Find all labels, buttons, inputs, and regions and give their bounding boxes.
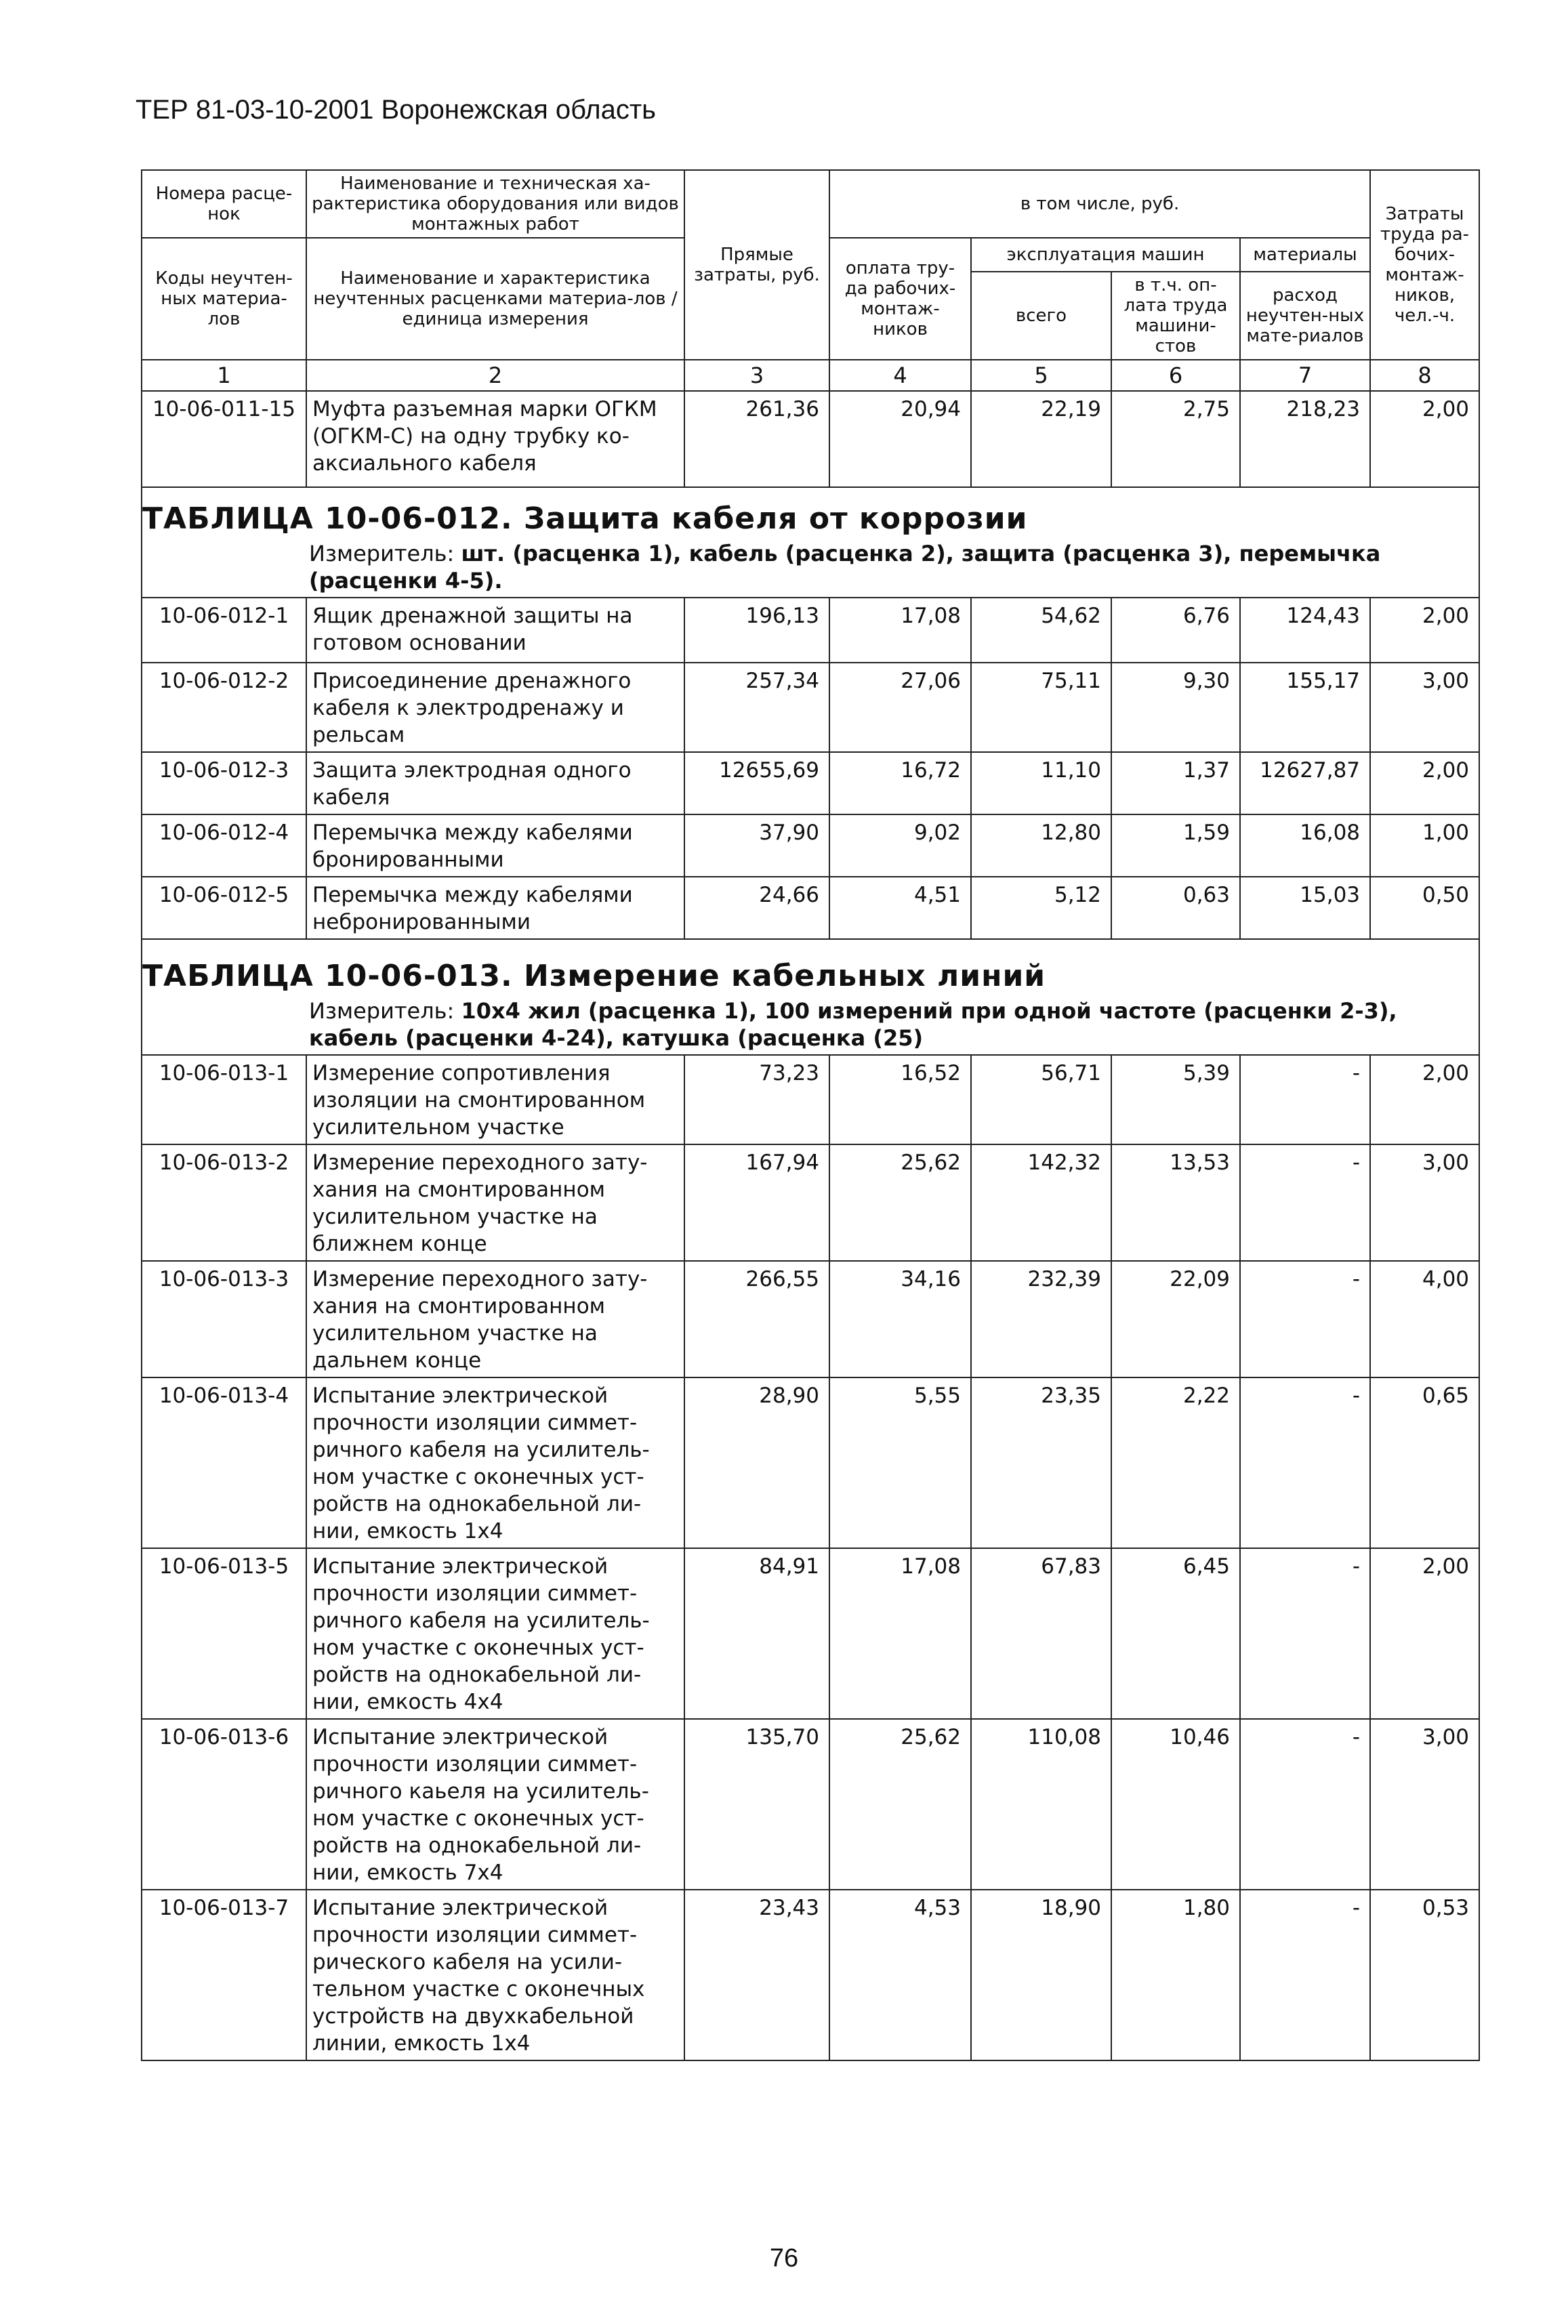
section-header [142, 487, 1479, 536]
machines-wage: 1,59 [1111, 814, 1240, 877]
labor: 2,00 [1370, 598, 1479, 663]
table-row [142, 598, 1479, 663]
materials: 124,43 [1240, 598, 1370, 663]
wage: 5,55 [829, 1377, 971, 1548]
machines-wage: 0,63 [1111, 877, 1240, 939]
table-row [142, 1890, 1479, 2060]
machines-total: 110,08 [971, 1719, 1111, 1890]
rate-code: 10-06-013-7 [142, 1890, 306, 2060]
direct-costs: 37,90 [684, 814, 829, 877]
direct-costs: 167,94 [684, 1144, 829, 1261]
document-header: ТЕР 81-03-10-2001 Воронежская область [136, 95, 657, 125]
section-measure: Измеритель: 10х4 жил (расценка 1), 100 измерений при одной частоте (расценки 2-3), кабель (расценки 4-24), катушка (расценка (25) [309, 998, 1397, 1051]
labor: 3,00 [1370, 1144, 1479, 1261]
page-number: 76 [769, 2244, 799, 2273]
column-number: 3 [684, 360, 829, 391]
machines-wage: 9,30 [1111, 663, 1240, 752]
rate-code: 10-06-012-1 [142, 598, 306, 663]
wage: 17,08 [829, 598, 971, 663]
direct-costs: 261,36 [684, 391, 829, 487]
header-wage: оплата тру-да рабочих-монтаж-ников [829, 238, 971, 360]
wage: 25,62 [829, 1144, 971, 1261]
materials: - [1240, 1261, 1370, 1377]
rate-name: Измерение сопротивления изоляции на смонтированном усилительном участке [306, 1055, 684, 1144]
machines-wage: 13,53 [1111, 1144, 1240, 1261]
rate-code: 10-06-012-2 [142, 663, 306, 752]
machines-wage: 5,39 [1111, 1055, 1240, 1144]
header-materials-unaccounted: расход неучтен-ных мате-риалов [1240, 272, 1370, 360]
wage: 25,62 [829, 1719, 971, 1890]
header-name-bottom: Наименование и характеристика неучтенных расценками материа-лов / единица измерения [306, 238, 684, 360]
table-row [142, 1377, 1479, 1548]
direct-costs: 12655,69 [684, 752, 829, 814]
labor: 3,00 [1370, 1719, 1479, 1890]
rate-name: Защита электродная одного кабеля [306, 752, 684, 814]
column-number: 4 [829, 360, 971, 391]
machines-total: 142,32 [971, 1144, 1111, 1261]
column-number: 1 [142, 360, 306, 391]
wage: 16,72 [829, 752, 971, 814]
rates-table [141, 169, 1480, 2061]
wage: 4,53 [829, 1890, 971, 2060]
direct-costs: 196,13 [684, 598, 829, 663]
rate-code: 10-06-013-5 [142, 1548, 306, 1719]
labor: 2,00 [1370, 1548, 1479, 1719]
machines-total: 18,90 [971, 1890, 1111, 2060]
machines-total: 23,35 [971, 1377, 1111, 1548]
table-row [142, 752, 1479, 814]
direct-costs: 257,34 [684, 663, 829, 752]
column-number: 5 [971, 360, 1111, 391]
labor: 0,50 [1370, 877, 1479, 939]
column-number: 6 [1111, 360, 1240, 391]
machines-total: 56,71 [971, 1055, 1111, 1144]
materials: - [1240, 1377, 1370, 1548]
materials: 218,23 [1240, 391, 1370, 487]
machines-wage: 2,75 [1111, 391, 1240, 487]
labor: 3,00 [1370, 663, 1479, 752]
machines-total: 232,39 [971, 1261, 1111, 1377]
section-title: ТАБЛИЦА 10-06-013. Измерение кабельных линий [142, 959, 1046, 993]
machines-total: 67,83 [971, 1548, 1111, 1719]
machines-total: 22,19 [971, 391, 1111, 487]
table-row [142, 391, 1479, 487]
labor: 4,00 [1370, 1261, 1479, 1377]
machines-total: 75,11 [971, 663, 1111, 752]
direct-costs: 28,90 [684, 1377, 829, 1548]
header-codes-bottom: Коды неучтен-ных материа-лов [142, 238, 306, 360]
materials: 15,03 [1240, 877, 1370, 939]
wage: 34,16 [829, 1261, 971, 1377]
table-row [142, 663, 1479, 752]
section-measure: Измеритель: шт. (расценка 1), кабель (расценка 2), защита (расценка 3), перемычка (расценки 4-5). [309, 541, 1381, 594]
rate-code: 10-06-013-1 [142, 1055, 306, 1144]
materials: - [1240, 1719, 1370, 1890]
machines-wage: 10,46 [1111, 1719, 1240, 1890]
machines-wage: 22,09 [1111, 1261, 1240, 1377]
rate-name: Измерение переходного зату-хания на смонтированном усилительном участке на ближнем конце [306, 1144, 684, 1261]
direct-costs: 84,91 [684, 1548, 829, 1719]
table-row [142, 1144, 1479, 1261]
measure-row [142, 993, 1479, 1055]
wage: 20,94 [829, 391, 971, 487]
rate-name: Измерение переходного зату-хания на смонтированном усилительном участке на дальнем конце [306, 1261, 684, 1377]
table-row [142, 1719, 1479, 1890]
rate-code: 10-06-013-4 [142, 1377, 306, 1548]
materials: 155,17 [1240, 663, 1370, 752]
labor: 2,00 [1370, 1055, 1479, 1144]
header-including: в том числе, руб. [829, 170, 1370, 238]
rate-name: Ящик дренажной защиты на готовом основании [306, 598, 684, 663]
table-row [142, 1055, 1479, 1144]
column-number: 2 [306, 360, 684, 391]
materials: - [1240, 1144, 1370, 1261]
table-row [142, 1261, 1479, 1377]
header-machines-total: всего [971, 272, 1111, 360]
machines-wage: 2,22 [1111, 1377, 1240, 1548]
table-row [142, 814, 1479, 877]
machines-total: 54,62 [971, 598, 1111, 663]
header-labor-costs: Затраты труда ра-бочих-монтаж-ников, чел.-ч. [1370, 170, 1479, 360]
direct-costs: 24,66 [684, 877, 829, 939]
labor: 1,00 [1370, 814, 1479, 877]
direct-costs: 73,23 [684, 1055, 829, 1144]
machines-wage: 1,37 [1111, 752, 1240, 814]
machines-wage: 6,45 [1111, 1548, 1240, 1719]
wage: 17,08 [829, 1548, 971, 1719]
rate-code: 10-06-013-2 [142, 1144, 306, 1261]
rate-code: 10-06-013-3 [142, 1261, 306, 1377]
table-row [142, 1548, 1479, 1719]
header-machines: эксплуатация машин [971, 238, 1240, 272]
direct-costs: 135,70 [684, 1719, 829, 1890]
header-codes-top: Номера расце-нок [142, 170, 306, 238]
wage: 4,51 [829, 877, 971, 939]
rate-name: Перемычка между кабелями небронированными [306, 877, 684, 939]
column-number: 7 [1240, 360, 1370, 391]
header-name-top: Наименование и техническая ха-рактеристика оборудования или видов монтажных работ [306, 170, 684, 238]
machines-total: 12,80 [971, 814, 1111, 877]
materials: - [1240, 1890, 1370, 2060]
rate-code: 10-06-012-3 [142, 752, 306, 814]
rate-name: Муфта разъемная марки ОГКМ (ОГКМ-С) на одну трубку ко-аксиального кабеля [306, 391, 684, 487]
materials: 16,08 [1240, 814, 1370, 877]
header-direct-costs: Прямые затраты, руб. [684, 170, 829, 360]
rate-name: Испытание электрической прочности изоляции симмет-рического кабеля на усили-тельном участке с оконечных устройств на двухкабельной линии, емкость 1х4 [306, 1890, 684, 2060]
labor: 0,53 [1370, 1890, 1479, 2060]
table-row [142, 877, 1479, 939]
section-title: ТАБЛИЦА 10-06-012. Защита кабеля от коррозии [142, 501, 1028, 536]
direct-costs: 23,43 [684, 1890, 829, 2060]
rate-name: Испытание электрической прочности изоляции симмет-ричного каьеля на усилитель-ном участке с оконечных уст-ройств на однокабельной ли-нии, емкость 7х4 [306, 1719, 684, 1890]
column-numbers-row [142, 360, 1479, 391]
rate-code: 10-06-012-4 [142, 814, 306, 877]
rate-name: Перемычка между кабелями бронированными [306, 814, 684, 877]
machines-total: 5,12 [971, 877, 1111, 939]
labor: 0,65 [1370, 1377, 1479, 1548]
rate-code: 10-06-012-5 [142, 877, 306, 939]
wage: 9,02 [829, 814, 971, 877]
rate-name: Испытание электрической прочности изоляции симмет-ричного кабеля на усилитель-ном участке с оконечных уст-ройств на однокабельной ли-нии, емкость 4х4 [306, 1548, 684, 1719]
measure-row [142, 536, 1479, 598]
machines-wage: 6,76 [1111, 598, 1240, 663]
rate-code: 10-06-013-6 [142, 1719, 306, 1890]
machines-wage: 1,80 [1111, 1890, 1240, 2060]
header-machines-wage: в т.ч. оп-лата труда машини-стов [1111, 272, 1240, 360]
wage: 27,06 [829, 663, 971, 752]
machines-total: 11,10 [971, 752, 1111, 814]
materials: 12627,87 [1240, 752, 1370, 814]
column-number: 8 [1370, 360, 1479, 391]
materials: - [1240, 1055, 1370, 1144]
section-header [142, 939, 1479, 993]
rate-code: 10-06-011-15 [142, 391, 306, 487]
header-materials: материалы [1240, 238, 1370, 272]
labor: 2,00 [1370, 752, 1479, 814]
direct-costs: 266,55 [684, 1261, 829, 1377]
wage: 16,52 [829, 1055, 971, 1144]
rate-name: Присоединение дренажного кабеля к электродренажу и рельсам [306, 663, 684, 752]
materials: - [1240, 1548, 1370, 1719]
rate-name: Испытание электрической прочности изоляции симмет-ричного кабеля на усилитель-ном участке с оконечных уст-ройств на однокабельной ли-нии, емкость 1х4 [306, 1377, 684, 1548]
labor: 2,00 [1370, 391, 1479, 487]
